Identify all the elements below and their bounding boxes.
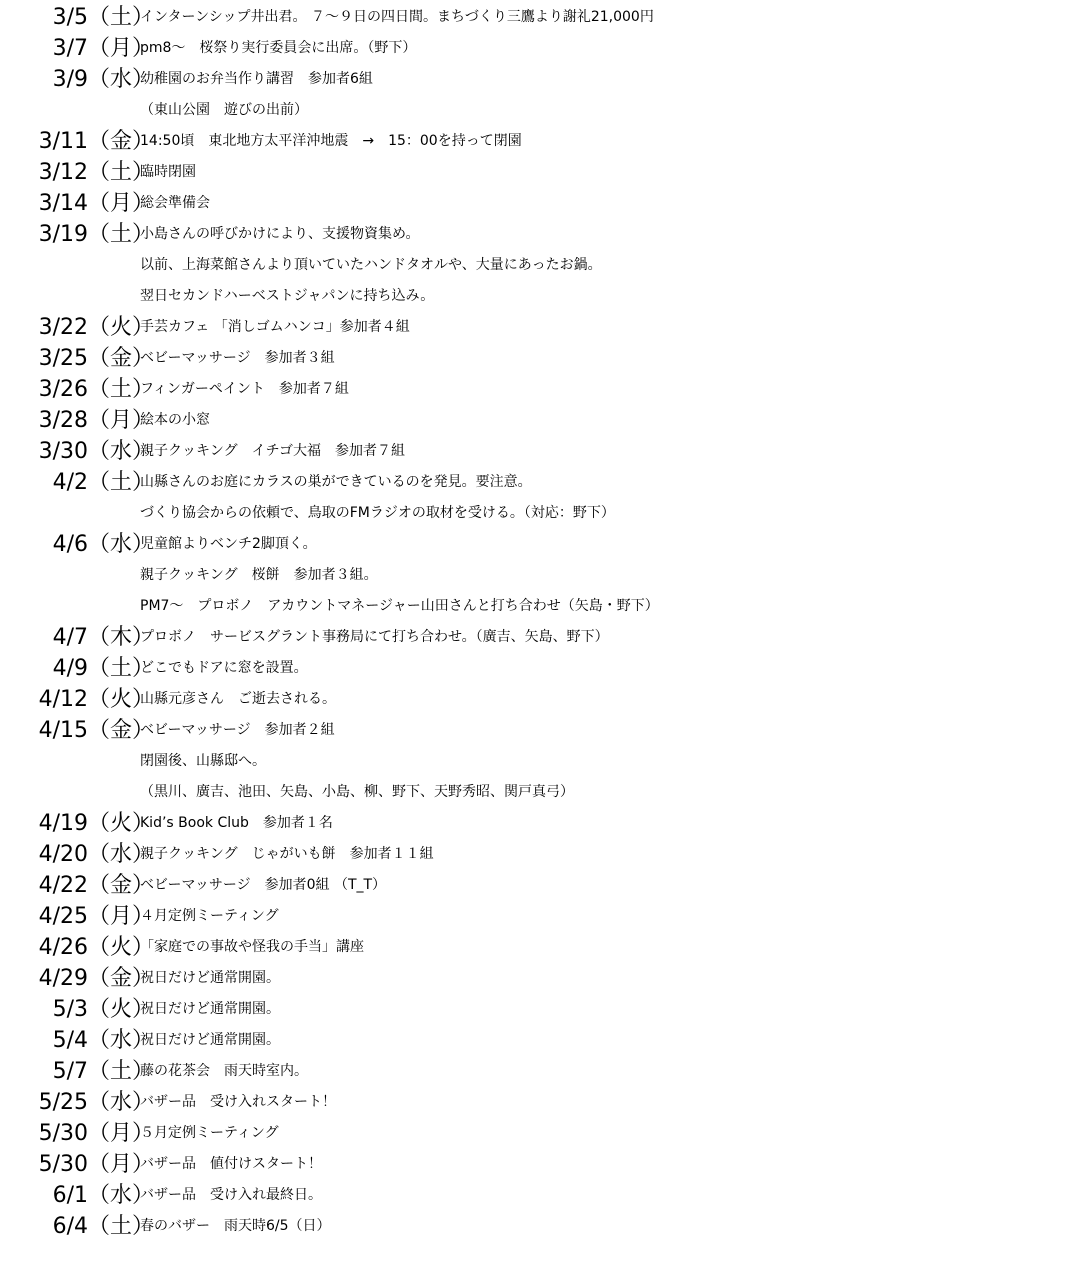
entry-weekday: （水） bbox=[88, 532, 155, 557]
log-entry-continuation bbox=[0, 281, 1087, 312]
entry-weekday: （土） bbox=[88, 656, 155, 681]
entry-date: 4/19 bbox=[38, 811, 88, 836]
entry-text: ５月定例ミーティング bbox=[140, 1125, 279, 1141]
log-entry bbox=[0, 436, 1087, 467]
log-entry bbox=[0, 405, 1087, 436]
log-entry bbox=[0, 684, 1087, 715]
log-entry bbox=[0, 33, 1087, 64]
entry-text: 親子クッキング じゃがいも餅 参加者１１組 bbox=[140, 846, 434, 862]
entry-text: ベビーマッサージ 参加者２組 bbox=[140, 722, 335, 738]
entry-date: 5/25 bbox=[38, 1090, 88, 1115]
entry-text: 小島さんの呼びかけにより、支援物資集め。 bbox=[140, 226, 420, 242]
entry-date: 5/3 bbox=[52, 997, 88, 1022]
entry-date: 5/4 bbox=[52, 1028, 88, 1053]
entry-weekday: （火） bbox=[88, 935, 155, 960]
entry-text: pm8～ 桜祭り実行委員会に出席。（野下） bbox=[140, 40, 417, 56]
log-entry bbox=[0, 932, 1087, 963]
entry-weekday: （火） bbox=[88, 997, 155, 1022]
entry-weekday: （火） bbox=[88, 687, 155, 712]
entry-weekday: （土） bbox=[88, 160, 155, 185]
log-entry bbox=[0, 963, 1087, 994]
entry-weekday: （金） bbox=[88, 966, 155, 991]
entry-text: 春のバザー 雨天時6/5（日） bbox=[140, 1218, 331, 1234]
entry-text: 祝日だけど通常開園。 bbox=[140, 970, 280, 986]
log-entry bbox=[0, 715, 1087, 746]
log-entry bbox=[0, 622, 1087, 653]
entry-text: バザー品 受け入れ最終日。 bbox=[140, 1187, 322, 1203]
entry-weekday: （金） bbox=[88, 346, 155, 371]
entry-weekday: （土） bbox=[88, 1214, 155, 1239]
entry-text: 14:50頃 東北地方太平洋沖地震 → 15：00を持って閉園 bbox=[140, 133, 522, 149]
entry-text: 臨時閉園 bbox=[140, 164, 196, 180]
entry-date: 5/7 bbox=[52, 1059, 88, 1084]
entry-weekday: （水） bbox=[88, 1028, 155, 1053]
log-entry bbox=[0, 1087, 1087, 1118]
entry-weekday: （水） bbox=[88, 67, 155, 92]
log-entry bbox=[0, 653, 1087, 684]
log-entry bbox=[0, 219, 1087, 250]
entry-date: 4/12 bbox=[38, 687, 88, 712]
entry-date: 3/25 bbox=[38, 346, 88, 371]
log-entry-continuation bbox=[0, 591, 1087, 622]
log-entry bbox=[0, 901, 1087, 932]
entry-weekday: （木） bbox=[88, 625, 155, 650]
entry-text: 翌日セカンドハーベストジャパンに持ち込み。 bbox=[140, 288, 435, 304]
log-entry bbox=[0, 467, 1087, 498]
entry-date: 5/30 bbox=[38, 1152, 88, 1177]
entry-weekday: （月） bbox=[88, 1152, 155, 1177]
entry-weekday: （火） bbox=[88, 811, 155, 836]
entry-weekday: （水） bbox=[88, 1090, 155, 1115]
log-entry bbox=[0, 312, 1087, 343]
entry-date: 6/4 bbox=[52, 1214, 88, 1239]
log-entry bbox=[0, 994, 1087, 1025]
entry-text: どこでもドアに窓を設置。 bbox=[140, 660, 308, 676]
log-entry-continuation bbox=[0, 560, 1087, 591]
log-entry bbox=[0, 1149, 1087, 1180]
entry-text: ベビーマッサージ 参加者0組 （T_T） bbox=[140, 877, 387, 893]
log-entry-continuation bbox=[0, 498, 1087, 529]
entry-text: 絵本の小窓 bbox=[140, 412, 210, 428]
entry-date: 3/26 bbox=[38, 377, 88, 402]
log-entry bbox=[0, 529, 1087, 560]
entry-weekday: （月） bbox=[88, 408, 155, 433]
log-entry bbox=[0, 1211, 1087, 1242]
log-entry bbox=[0, 1056, 1087, 1087]
entry-date: 4/15 bbox=[38, 718, 88, 743]
entry-text: バザー品 値付けスタート！ bbox=[140, 1156, 322, 1172]
entry-text: 手芸カフェ 「消しゴムハンコ」参加者４組 bbox=[140, 319, 410, 335]
log-entry bbox=[0, 808, 1087, 839]
entry-weekday: （金） bbox=[88, 873, 155, 898]
entry-text: （東山公園 遊びの出前） bbox=[140, 102, 308, 118]
entry-text: 祝日だけど通常開園。 bbox=[140, 1032, 280, 1048]
entry-weekday: （火） bbox=[88, 315, 155, 340]
entry-text: 幼稚園のお弁当作り講習 参加者6組 bbox=[140, 71, 373, 87]
entry-weekday: （月） bbox=[88, 191, 155, 216]
entry-date: 3/30 bbox=[38, 439, 88, 464]
entry-weekday: （水） bbox=[88, 842, 155, 867]
entry-date: 3/28 bbox=[38, 408, 88, 433]
entry-date: 4/9 bbox=[52, 656, 88, 681]
log-entry-continuation bbox=[0, 746, 1087, 777]
entry-date: 3/12 bbox=[38, 160, 88, 185]
entry-text: 以前、上海菜館さんより頂いていたハンドタオルや、大量にあったお鍋。 bbox=[140, 257, 602, 273]
entry-date: 4/25 bbox=[38, 904, 88, 929]
entry-weekday: （土） bbox=[88, 470, 155, 495]
entry-text: 祝日だけど通常開園。 bbox=[140, 1001, 280, 1017]
log-entry bbox=[0, 126, 1087, 157]
entry-weekday: （土） bbox=[88, 377, 155, 402]
entry-text: 閉園後、山縣邸へ。 bbox=[140, 753, 266, 769]
entry-weekday: （土） bbox=[88, 222, 155, 247]
entry-date: 4/26 bbox=[38, 935, 88, 960]
entry-weekday: （月） bbox=[88, 36, 155, 61]
entry-date: 3/19 bbox=[38, 222, 88, 247]
entry-date: 6/1 bbox=[52, 1183, 88, 1208]
entry-text: 親子クッキング 桜餅 参加者３組。 bbox=[140, 567, 378, 583]
log-entry bbox=[0, 157, 1087, 188]
log-entry bbox=[0, 64, 1087, 95]
entry-date: 4/6 bbox=[52, 532, 88, 557]
entry-text: フィンガーペイント 参加者７組 bbox=[140, 381, 349, 397]
entry-text: ４月定例ミーティング bbox=[140, 908, 279, 924]
entry-date: 4/7 bbox=[52, 625, 88, 650]
log-entry bbox=[0, 1180, 1087, 1211]
entry-text: 総会準備会 bbox=[140, 195, 210, 211]
entry-text: インターンシップ井出君。 ７～９日の四日間。まちづくり三鷹より謝礼21,000円 bbox=[140, 9, 654, 25]
entry-weekday: （土） bbox=[88, 1059, 155, 1084]
entry-date: 3/22 bbox=[38, 315, 88, 340]
entry-text: Kid’s Book Club 参加者１名 bbox=[140, 815, 333, 831]
entry-date: 4/22 bbox=[38, 873, 88, 898]
entry-text: 親子クッキング イチゴ大福 参加者７組 bbox=[140, 443, 406, 459]
entry-date: 3/7 bbox=[52, 36, 88, 61]
log-entry-continuation bbox=[0, 250, 1087, 281]
log-entry-continuation bbox=[0, 95, 1087, 126]
log-entry-continuation bbox=[0, 777, 1087, 808]
entry-text: 藤の花茶会 雨天時室内。 bbox=[140, 1063, 308, 1079]
entry-text: 「家庭での事故や怪我の手当」講座 bbox=[140, 939, 364, 955]
entry-text: プロボノ サービスグラント事務局にて打ち合わせ。（廣吉、矢島、野下） bbox=[140, 629, 609, 645]
entry-text: ベビーマッサージ 参加者３組 bbox=[140, 350, 335, 366]
log-entry bbox=[0, 870, 1087, 901]
entry-weekday: （土） bbox=[88, 5, 155, 30]
entry-date: 4/29 bbox=[38, 966, 88, 991]
entry-weekday: （金） bbox=[88, 718, 155, 743]
log-entry bbox=[0, 374, 1087, 405]
log-entry bbox=[0, 1118, 1087, 1149]
entry-date: 5/30 bbox=[38, 1121, 88, 1146]
entry-weekday: （水） bbox=[88, 1183, 155, 1208]
entry-text: （黒川、廣吉、池田、矢島、小島、柳、野下、天野秀昭、関戸真弓） bbox=[140, 784, 574, 800]
entry-text: バザー品 受け入れスタート！ bbox=[140, 1094, 336, 1110]
entry-text: 山縣元彦さん ご逝去される。 bbox=[140, 691, 336, 707]
log-entry bbox=[0, 2, 1087, 33]
entry-date: 4/2 bbox=[52, 470, 88, 495]
log-entry bbox=[0, 1025, 1087, 1056]
entry-text: 児童館よりベンチ2脚頂く。 bbox=[140, 536, 317, 552]
entry-date: 3/5 bbox=[52, 5, 88, 30]
entry-weekday: （月） bbox=[88, 1121, 155, 1146]
entry-weekday: （金） bbox=[88, 129, 155, 154]
entry-text: 山縣さんのお庭にカラスの巣ができているのを発見。要注意。 bbox=[140, 474, 532, 490]
entry-date: 3/9 bbox=[52, 67, 88, 92]
log-entry bbox=[0, 188, 1087, 219]
entry-date: 3/11 bbox=[38, 129, 88, 154]
log-entry bbox=[0, 839, 1087, 870]
log-entry bbox=[0, 343, 1087, 374]
entry-text: PM7～ プロボノ アカウントマネージャー山田さんと打ち合わせ（矢島・野下） bbox=[140, 598, 659, 614]
entry-date: 3/14 bbox=[38, 191, 88, 216]
entry-weekday: （水） bbox=[88, 439, 155, 464]
entry-weekday: （月） bbox=[88, 904, 155, 929]
entry-date: 4/20 bbox=[38, 842, 88, 867]
entry-text: づくり協会からの依頼で、鳥取のFMラジオの取材を受ける。（対応：野下） bbox=[140, 505, 615, 521]
